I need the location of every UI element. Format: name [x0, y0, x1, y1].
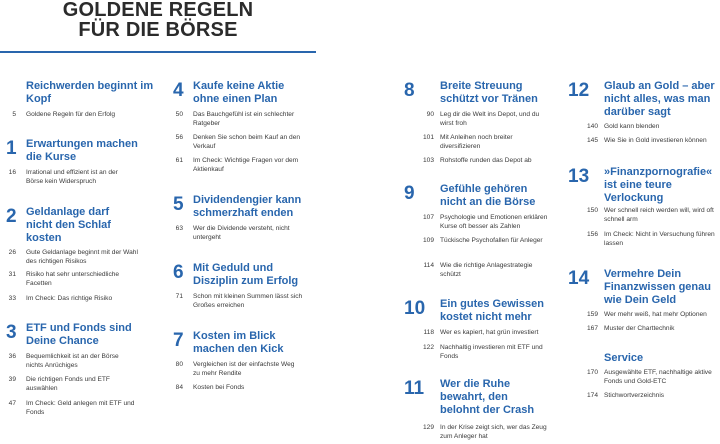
chapter-title: Mit Geduld und Disziplin zum Erfolg	[193, 262, 299, 287]
page-number: 122	[422, 344, 434, 351]
page-number: 50	[175, 111, 183, 118]
chapter-number: 12	[568, 80, 590, 101]
chapter-title: Gefühle gehören nicht an die Börse	[440, 183, 536, 208]
entry-text: Im Check: Wichtige Fragen vor dem Aktienkauf	[193, 157, 299, 173]
entry-text: In der Krise zeigt sich, wer das Zeug zum Anleger hat	[440, 424, 547, 440]
entry-text: Wer es kapiert, hat grün investiert	[440, 329, 539, 336]
entry-text: Leg dir die Welt ins Depot, und du wirst froh	[440, 111, 540, 127]
page-number: 159	[586, 311, 598, 318]
entry-text: Tückische Psychofallen für Anleger	[440, 237, 543, 244]
entry-text: Das Bauchgefühl ist ein schlechter Ratgeber	[193, 111, 295, 127]
chapter-number: 4	[173, 80, 184, 101]
entry-text: Irrational und effizient ist an der Börse kein Widerspruch	[26, 169, 118, 185]
page-number: 156	[586, 231, 598, 238]
chapter-number: 1	[6, 138, 17, 159]
chapter-number: 2	[6, 206, 17, 227]
chapter-title: »Finanzpornografie« ist eine teure Verlockung	[604, 166, 713, 204]
page-number: 150	[586, 207, 598, 214]
entry-text: Muster der Charttechnik	[604, 325, 675, 332]
entry-text: Goldene Regeln für den Erfolg	[26, 111, 116, 118]
page-number: 71	[175, 293, 183, 300]
page-number: 16	[8, 169, 16, 176]
chapter-title: Breite Streuung schützt vor Tränen	[440, 80, 538, 105]
chapter-number: 13	[568, 166, 590, 187]
chapter-number: 10	[404, 298, 426, 319]
entry-text: Wer mehr weiß, hat mehr Optionen	[604, 311, 707, 318]
page-number: 61	[175, 157, 183, 164]
chapter-title: Vermehre Dein Finanzwissen genau wie Dein Geld	[604, 268, 711, 306]
chapter-title: Service	[604, 352, 644, 364]
page-number: 167	[586, 325, 598, 332]
page-number: 170	[586, 369, 598, 376]
page-number: 90	[426, 111, 434, 118]
chapter-number: 7	[173, 330, 184, 351]
page-number: 63	[175, 225, 183, 232]
entry-text: Im Check: Nicht in Versuchung führen lassen	[604, 231, 715, 247]
entry-text: Gute Geldanlage beginnt mit der Wahl des richtigen Risikos	[26, 249, 138, 265]
entry-text: Mit Anleihen noch breiter diversifizieren	[440, 134, 513, 150]
entry-text: Wie Sie in Gold investieren können	[604, 137, 707, 144]
chapter-number: 3	[6, 322, 17, 343]
page-number: 101	[422, 134, 434, 141]
entry-text: Stichwortverzeichnis	[604, 392, 665, 399]
entry-text: Psychologie und Emotionen erklären Kurse oft besser als Zahlen	[440, 214, 548, 230]
page-number: 5	[12, 111, 16, 118]
page-number: 118	[423, 329, 434, 336]
page-title-line-2: FÜR DIE BÖRSE	[78, 19, 238, 41]
chapter-number: 14	[568, 268, 590, 289]
page-number: 145	[586, 137, 598, 144]
chapter-number: 9	[404, 183, 415, 204]
page-number: 140	[586, 123, 598, 130]
page-number: 39	[8, 376, 16, 383]
entry-text: Denken Sie schon beim Kauf an den Verkauf	[193, 134, 301, 150]
chapter-title: Kaufe keine Aktie ohne einen Plan	[193, 80, 285, 105]
entry-text: Gold kann blenden	[604, 123, 660, 130]
entry-text: Kosten bei Fonds	[193, 384, 245, 391]
entry-text: Risiko hat sehr unterschiedliche Facetten	[26, 271, 120, 287]
page-number: 129	[422, 424, 434, 431]
entry-text: Im Check: Geld anlegen mit ETF und Fonds	[26, 400, 135, 416]
entry-text: Wer die Dividende versteht, nicht untergeht	[193, 225, 290, 241]
entry-text: Wer schnell reich werden will, wird oft schnell arm	[604, 207, 714, 223]
entry-text: Die richtigen Fonds und ETF auswählen	[26, 376, 110, 392]
chapter-title: Glaub an Gold – aber nicht alles, was man darüber sagt	[604, 80, 715, 118]
chapter-title: Wer die Ruhe bewahrt, den belohnt der Crash	[440, 378, 535, 416]
page-number: 174	[586, 392, 598, 399]
entry-text: Wie die richtige Anlagestrategie schützt	[440, 262, 533, 278]
page-number: 109	[422, 237, 434, 244]
page-number: 26	[8, 249, 16, 256]
entry-text: Vergleichen ist der einfachste Weg zu mehr Rendite	[193, 361, 295, 377]
page-number: 114	[423, 262, 434, 269]
chapter-number: 8	[404, 80, 415, 101]
page-number: 84	[175, 384, 183, 391]
page-number: 107	[422, 214, 434, 221]
chapter-number: 6	[173, 262, 184, 283]
entry-text: Nachhaltig investieren mit ETF und Fonds	[440, 344, 543, 360]
entry-text: Bequemlichkeit ist an der Börse nichts Anrüchiges	[26, 353, 119, 369]
header	[0, 0, 316, 54]
title-underline	[0, 51, 316, 53]
chapter-title: Dividendengier kann schmerzhaft enden	[193, 194, 302, 219]
entry-text: Im Check: Das richtige Risiko	[26, 295, 113, 302]
page-number: 80	[175, 361, 183, 368]
entry-text: Rohstoffe runden das Depot ab	[440, 157, 532, 164]
chapter-title: Kosten im Blick machen den Kick	[193, 330, 284, 355]
page-number: 103	[422, 157, 434, 164]
chapter-title: Erwartungen machen die Kurse	[26, 138, 138, 163]
chapter-number: 5	[173, 194, 184, 215]
page-number: 56	[175, 134, 183, 141]
chapter-number: 11	[404, 378, 425, 399]
entry-text: Schon mit kleinen Summen lässt sich Großes erreichen	[193, 293, 303, 309]
page-number: 31	[8, 271, 16, 278]
entry-text: Ausgewählte ETF, nachhaltige aktive Fonds und Gold-ETC	[604, 369, 712, 385]
chapter-title: ETF und Fonds sind Deine Chance	[26, 322, 132, 347]
page-number: 33	[8, 295, 16, 302]
chapter-title: Reichwerden beginnt im Kopf	[26, 80, 154, 105]
page-number: 47	[8, 400, 16, 407]
page-title-line-1: GOLDENE REGELN	[62, 0, 254, 21]
page-number: 36	[8, 353, 16, 360]
chapter-title: Ein gutes Gewissen kostet nicht mehr	[440, 298, 544, 323]
chapter-title: Geldanlage darf nicht den Schlaf kosten	[26, 206, 111, 244]
